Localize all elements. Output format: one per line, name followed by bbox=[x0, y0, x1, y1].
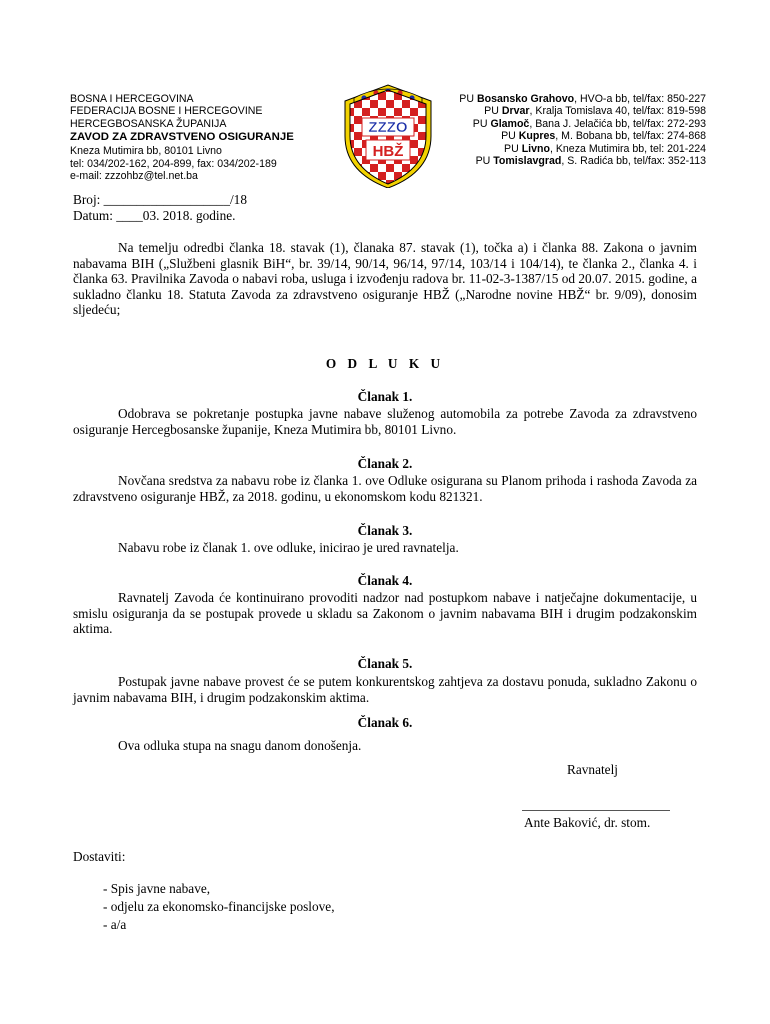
branch-office bbox=[406, 130, 706, 142]
reference-number: Broj: ___________________/18 bbox=[73, 192, 247, 207]
decision-title: O D L U K U bbox=[325, 356, 445, 371]
header-address: Kneza Mutimira bb, 80101 Livno bbox=[70, 145, 222, 158]
branch-details: , HVO-a bb, tel/fax: 850-227 bbox=[574, 93, 706, 105]
branch-name: Bosansko Grahovo bbox=[476, 93, 575, 105]
signature-line bbox=[522, 810, 670, 811]
article-5-text: Postupak javne nabave provest će se putem konkurentskog zahtjeva za dostavu ponuda, sukladno Zakonu o javnim nabavama BIH, i drugim podzakonskim aktima. bbox=[73, 674, 697, 705]
list-item: - a/a bbox=[103, 917, 127, 932]
branch-prefix: PU bbox=[459, 93, 477, 105]
header-federation: FEDERACIJA BOSNE I HERCEGOVINE bbox=[70, 105, 263, 118]
branch-name: Livno bbox=[521, 142, 550, 155]
header-left bbox=[70, 93, 340, 182]
article-2-title: Članak 2. bbox=[357, 456, 413, 471]
branch-prefix: PU bbox=[472, 117, 491, 130]
document-date: Datum: ____03. 2018. godine. bbox=[73, 208, 236, 223]
intro-paragraph: Na temelju odredbi članka 18. stavak (1), članaka 87. stavak (1), točka a) i članka 88. Zakona o javnim nabavama BIH („Službeni glasnik BiH“, br. 39/14, 90/14, 96/14, 97/14, 103/14 i 104/14), te članka 2., članka 4. i članka 63. Pravilnika Zavoda o nabavi roba, usluga i izvođenju radova br. 11-02-3-1387/15 od 20.07. 2015. godine, a sukladno članku 18. Statuta Zavoda za zdravstveno osiguranje HBŽ („Narodne novine HBŽ“ br. 9/09), donosim sljedeću; bbox=[73, 240, 697, 318]
branch-name: Glamoč bbox=[490, 117, 530, 130]
logo-text-top: ZZZO bbox=[368, 119, 408, 136]
branch-office bbox=[406, 93, 706, 105]
branch-prefix: PU bbox=[475, 155, 494, 168]
branch-name: Tomislavgrad bbox=[493, 155, 562, 168]
header-phone: tel: 034/202-162, 204-899, fax: 034/202-189 bbox=[70, 157, 277, 170]
article-1-text: Odobrava se pokretanje postupka javne nabave služenog automobila za potrebe Zavoda za zdravstveno osiguranje Hercegbosanske županije, Kneza Mutimira bb, 80101 Livno. bbox=[73, 406, 697, 437]
article-4-text: Ravnatelj Zavoda će kontinuirano provoditi nadzor nad postupkom nabave i natječajne dokumentacije, u smislu osiguranja da se postupak provede u skladu sa Zakonom o javnim nabavama BIH i drugim podzakonskim aktima. bbox=[73, 590, 697, 637]
branch-office bbox=[406, 155, 706, 167]
list-item: - Spis javne nabave, bbox=[103, 881, 211, 896]
header-email: e-mail: zzzohbz@tel.net.ba bbox=[70, 170, 198, 183]
article-2-text: Novčana sredstva za nabavu robe iz članka 1. ove Odluke osigurana su Planom prihoda i rashoda Zavoda za zdravstveno osiguranje HBŽ, za 2018. godinu, u ekonomskom kodu 821321. bbox=[73, 473, 697, 504]
branch-details: , M. Bobana bb, tel/fax: 274-868 bbox=[555, 130, 706, 143]
article-3-text: Nabavu robe iz članak 1. ove odluke, inicirao je ured ravnatelja. bbox=[118, 540, 459, 555]
header-institution: ZAVOD ZA ZDRAVSTVENO OSIGURANJE bbox=[70, 131, 294, 144]
branch-name: Kupres bbox=[518, 130, 556, 143]
header-right bbox=[406, 93, 706, 167]
distribution-label: Dostaviti: bbox=[73, 849, 126, 864]
branch-prefix: PU bbox=[484, 105, 502, 118]
article-4-title: Članak 4. bbox=[357, 573, 413, 588]
branch-details: , Kneza Mutimira bb, tel: 201-224 bbox=[549, 142, 706, 155]
article-5-title: Članak 5. bbox=[357, 656, 413, 671]
signatory-role: Ravnatelj bbox=[567, 762, 618, 777]
article-1-title: Članak 1. bbox=[357, 389, 413, 404]
branch-office bbox=[406, 143, 706, 155]
branch-name: Drvar bbox=[501, 105, 530, 118]
logo-text-bottom: HBŽ bbox=[372, 143, 404, 160]
branch-prefix: PU bbox=[504, 142, 522, 155]
header-county: HERCEGBOSANSKA ŽUPANIJA bbox=[70, 117, 227, 130]
branch-prefix: PU bbox=[501, 130, 519, 143]
signatory-name: Ante Baković, dr. stom. bbox=[524, 815, 651, 830]
header-country: BOSNA I HERCEGOVINA bbox=[70, 93, 194, 105]
article-3-title: Članak 3. bbox=[357, 523, 413, 538]
article-6-text: Ova odluka stupa na snagu danom donošenja. bbox=[118, 738, 362, 753]
branch-details: , Bana J. Jelačića bb, tel/fax: 272-293 bbox=[529, 117, 706, 130]
list-item: - odjelu za ekonomsko-financijske poslove, bbox=[103, 899, 335, 914]
distribution-list bbox=[103, 880, 335, 934]
branch-details: , S. Radića bb, tel/fax: 352-113 bbox=[561, 155, 706, 168]
branch-office bbox=[406, 118, 706, 130]
branch-details: , Kralja Tomislava 40, tel/fax: 819-598 bbox=[529, 105, 706, 118]
branch-office bbox=[406, 105, 706, 117]
article-6-title: Članak 6. bbox=[357, 715, 413, 730]
